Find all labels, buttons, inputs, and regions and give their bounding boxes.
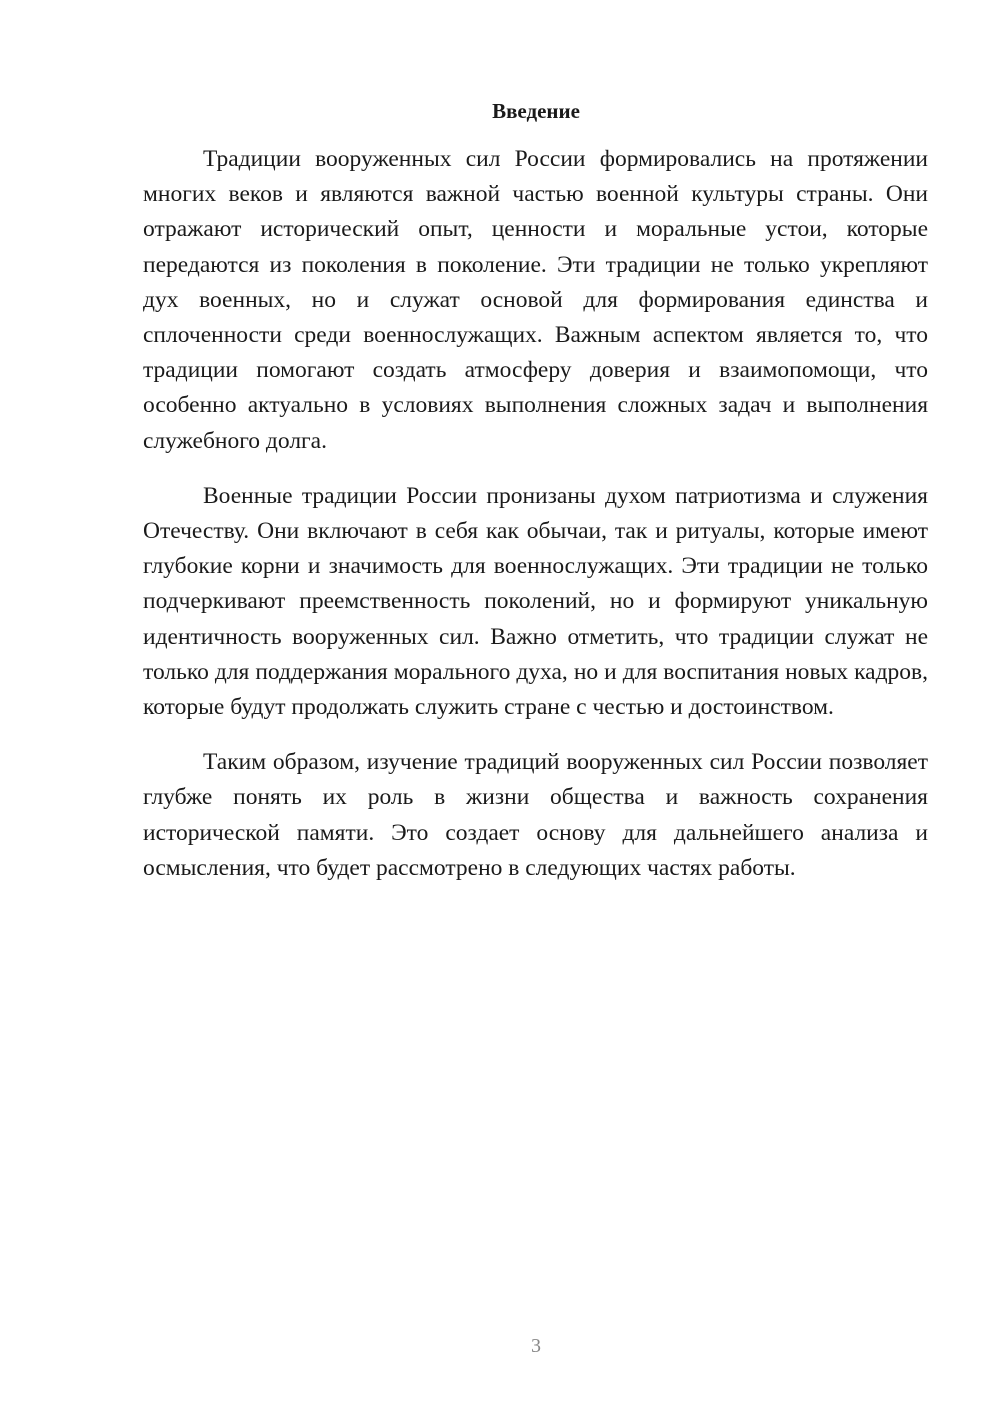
- paragraph-3: Таким образом, изучение традиций вооруженных сил России позволяет глубже понять их роль в жизни общества и важность сохранения исторической памяти. Это создает основу для дальнейшего анализа и осмысления, что будет рассмотрено в следующих частях работы.: [143, 749, 928, 881]
- document-body: [143, 142, 928, 906]
- section-heading: Введение: [492, 99, 580, 123]
- page-number: 3: [531, 1335, 541, 1357]
- paragraph-1: Традиции вооруженных сил России формировались на протяжении многих веков и являются важной частью военной культуры страны. Они отражают исторический опыт, ценности и моральные устои, которые передаются из поколения в поколение. Эти традиции не только укрепляют дух военных, но и служат основой для формирования единства и сплоченности среди военнослужащих. Важным аспектом является то, что традиции помогают создать атмосферу доверия и взаимопомощи, что особенно актуально в условиях выполнения сложных задач и выполнения служебного долга.: [143, 146, 928, 454]
- paragraph-2: Военные традиции России пронизаны духом патриотизма и служения Отечеству. Они включают в себя как обычаи, так и ритуалы, которые имеют глубокие корни и значимость для военнослужащих. Эти традиции не только подчеркивают преемственность поколений, но и формируют уникальную идентичность вооруженных сил. Важно отметить, что традиции служат не только для поддержания морального духа, но и для воспитания новых кадров, которые будут продолжать служить стране с честью и достоинством.: [143, 482, 928, 721]
